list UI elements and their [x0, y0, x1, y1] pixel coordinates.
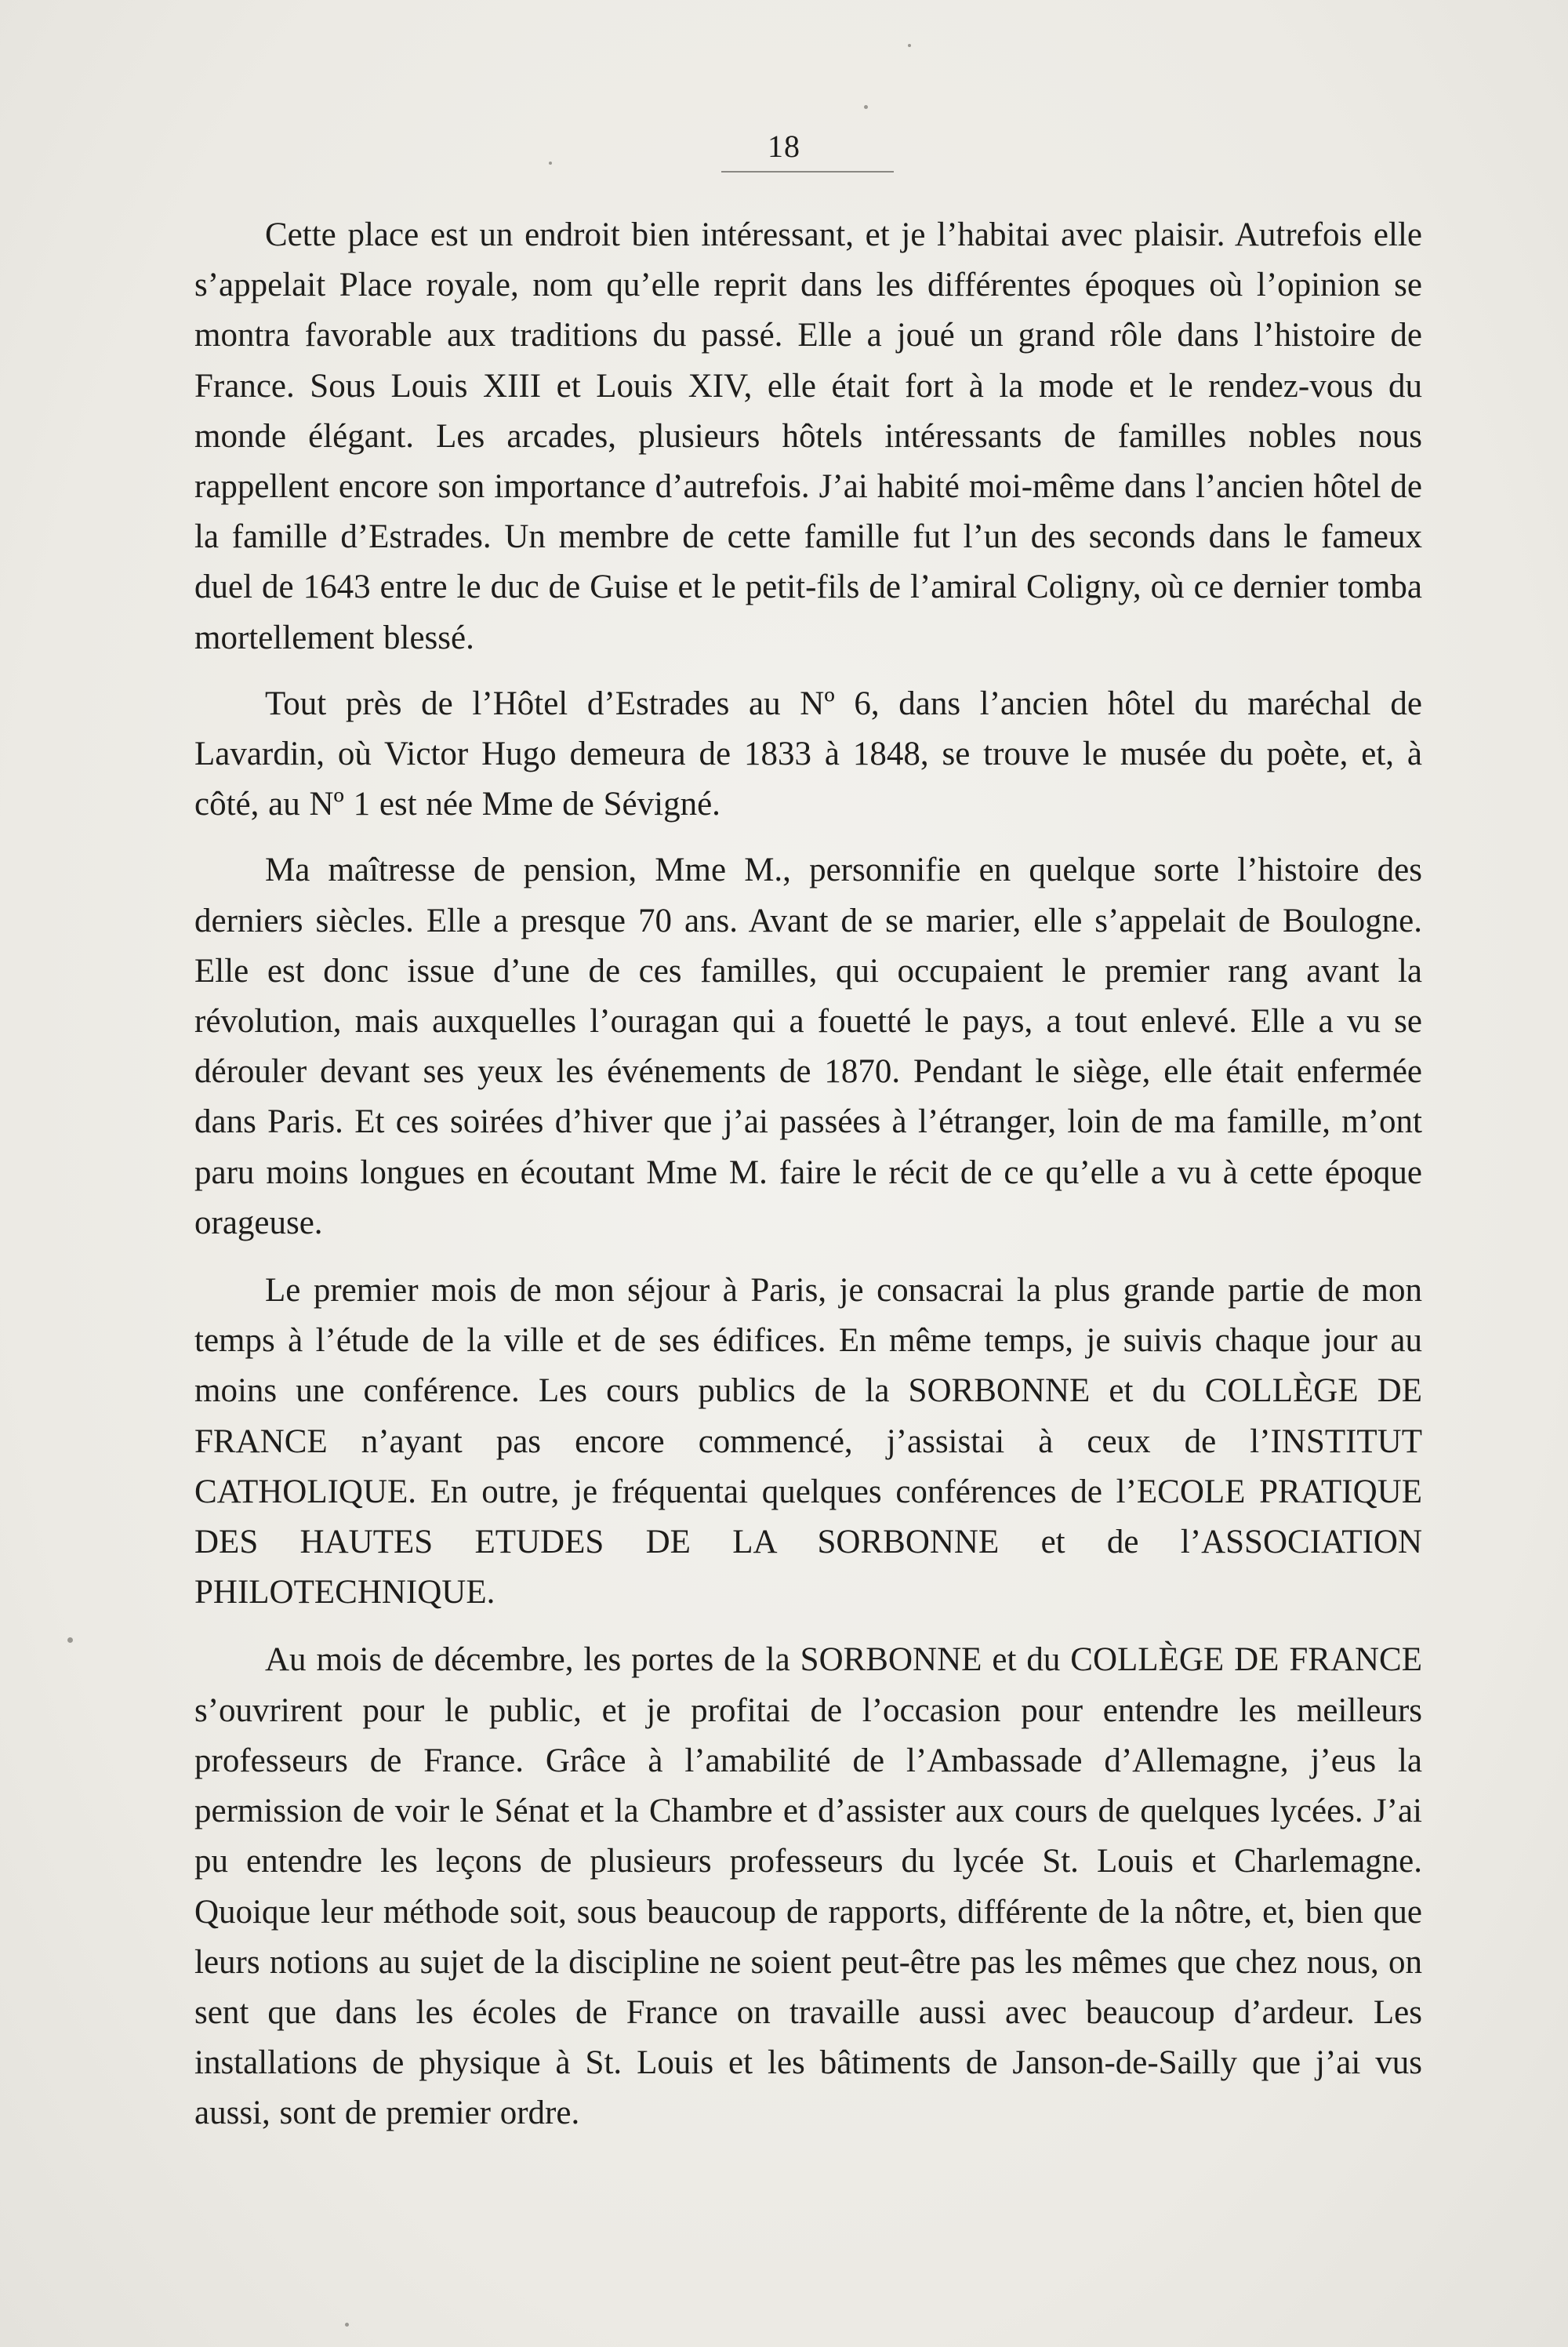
paragraph-premier-mois: Le premier mois de mon séjour à Paris, je consacrai la plus grande partie de mon temps à l’étude de la ville et de ses édifices. En même temps, je suivis chaque jour au moins une conférence. Les cours publics de la SORBONNE et du COLLÈGE DE FRANCE n’ayant pas encore commencé, j’assistai à ceux de l’INSTITUT CATHOLIQUE. En outre, je fréquentai quelques conférences de l’ECOLE PRATIQUE DES HAUTES ETUDES DE LA SORBONNE et de l’ASSOCIATION PHILOTECHNIQUE.	[194, 1272, 1422, 1611]
paragraph-mois-de-decembre: Au mois de décembre, les portes de la SORBONNE et du COLLÈGE DE FRANCE s’ouvrirent pour le public, et je profitai de l’occasion pour entendre les meilleurs professeurs de France. Grâce à l’amabilité de l’Ambassade d’Allemagne, j’eus la permission de voir le Sénat et la Chambre et d’assister aux cours de quelques lycées. J’ai pu entendre les leçons de plusieurs professeurs du lycée St. Louis et Charlemagne. Quoique leur méthode soit, sous beaucoup de rapports, différente de la nôtre, et, bien que leurs notions au sujet de la discipline ne soient peut-être pas les mêmes que chez nous, on sent que dans les écoles de France on travaille aussi avec beaucoup d’ardeur. Les installations de physique à St. Louis et les bâtiments de Janson-de-Sailly que j’ai vus aussi, sont de premier ordre.	[194, 1641, 1422, 2132]
paper-speck	[908, 44, 911, 47]
paper-speck	[345, 2323, 349, 2327]
paper-speck	[67, 1637, 73, 1643]
paper-speck	[864, 105, 868, 109]
paper-speck	[549, 162, 552, 165]
page-number-rule	[721, 171, 894, 173]
page-number: 18	[768, 129, 800, 164]
paragraph-maitresse-de-pension: Ma maîtresse de pension, Mme M., personnifie en quelque sorte l’histoire des derniers siècles. Elle a presque 70 ans. Avant de se marier, elle s’appelait de Boulogne. Elle est donc issue d’une de ces familles, qui occupaient le premier rang avant la révolution, mais auxquelles l’ouragan qui a fouetté le pays, a tout enlevé. Elle a vu se dérouler devant ses yeux les événements de 1870. Pendant le siège, elle était enfermée dans Paris. Et ces soirées d’hiver que j’ai passées à l’étranger, loin de ma famille, m’ont paru moins longues en écoutant Mme M. faire le récit de ce qu’elle a vu à cette époque orageuse.	[194, 852, 1422, 1241]
paragraph-place-royale: Cette place est un endroit bien intéressant, et je l’habitai avec plaisir. Autrefois elle s’appelait Place royale, nom qu’elle reprit dans les différentes époques où l’opinion se montra favorable aux traditions du passé. Elle a joué un grand rôle dans l’histoire de France. Sous Louis XIII et Louis XIV, elle était fort à la mode et le rendez-vous du monde élégant. Les arcades, plusieurs hôtels intéressants de familles nobles nous rappellent encore son importance d’autrefois. J’ai habité moi-même dans l’ancien hôtel de la famille d’Estrades. Un membre de cette famille fut l’un des seconds dans le fameux duel de 1643 entre le duc de Guise et le petit-fils de l’amiral Coligny, où ce dernier tomba mortellement blessé.	[194, 216, 1422, 656]
paragraph-hotel-estrades: Tout près de l’Hôtel d’Estrades au Nº 6, dans l’ancien hôtel du maréchal de Lavardin, où Victor Hugo demeura de 1833 à 1848, se trouve le musée du poète, et, à côté, au Nº 1 est née Mme de Sévigné.	[194, 685, 1422, 823]
body-text	[194, 210, 1422, 2139]
